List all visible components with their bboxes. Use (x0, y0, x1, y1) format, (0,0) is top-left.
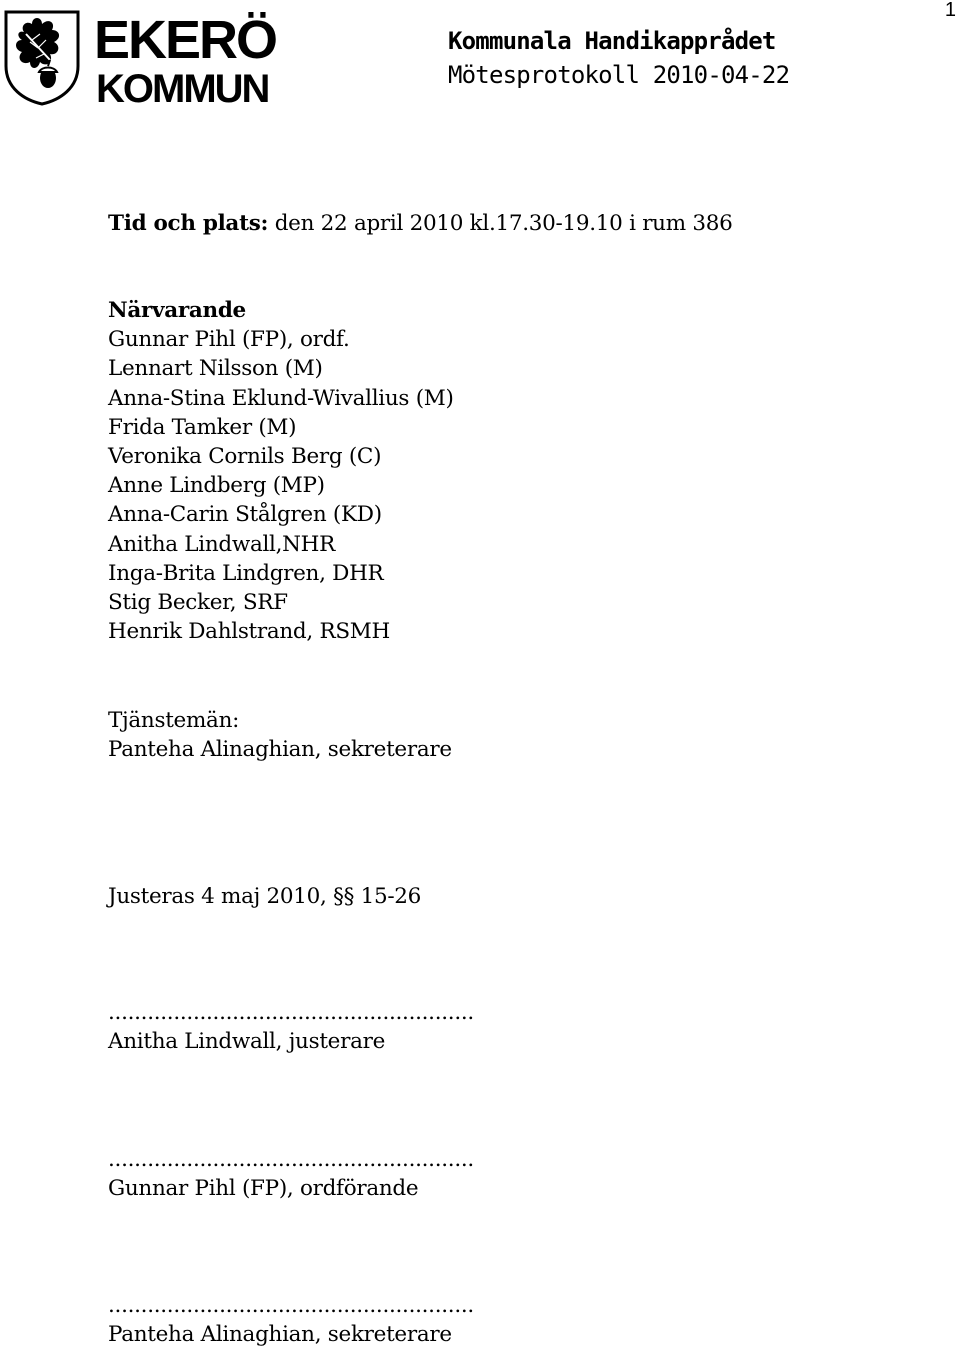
ekero-kommun-logo (2, 4, 282, 106)
signature-line: ........................................................ (108, 1147, 474, 1172)
attendee-item: Gunnar Pihl (FP), ordf. (108, 327, 350, 353)
attendee-item: Anne Lindberg (MP) (108, 473, 325, 499)
document-header (448, 24, 789, 92)
signature-block (108, 1145, 474, 1203)
attendee-item: Henrik Dahlstrand, RSMH (108, 619, 390, 645)
attendee-item: Stig Becker, SRF (108, 590, 288, 616)
adjusted-note: Justeras 4 maj 2010, §§ 15-26 (108, 884, 422, 909)
attendee-item: Frida Tamker (M) (108, 414, 297, 440)
officials-label: Tjänstemän: (108, 708, 240, 733)
signature-name: Anitha Lindwall, justerare (108, 1029, 386, 1055)
attendees-section (108, 296, 454, 646)
meeting-label: Tid och plats: (108, 211, 269, 236)
svg-text:EKERÖ: EKERÖ (94, 10, 277, 70)
signature-line: ........................................................ (108, 1293, 474, 1318)
signature-block (108, 998, 474, 1056)
meeting-info (108, 209, 732, 238)
attendee-item: Lennart Nilsson (M) (108, 356, 323, 382)
attendee-item: Anna-Stina Eklund-Wivallius (M) (108, 385, 454, 411)
attendee-item: Inga-Brita Lindgren, DHR (108, 560, 384, 586)
meeting-value: den 22 april 2010 kl.17.30-19.10 i rum 386 (274, 211, 733, 236)
attendee-item: Veronika Cornils Berg (C) (108, 444, 382, 470)
officials-name: Panteha Alinaghian, sekreterare (108, 737, 452, 763)
signature-block (108, 1291, 474, 1349)
organization-name: Kommunala Handikapprådet (448, 27, 776, 55)
officials-section (108, 706, 452, 764)
attendee-item: Anna-Carin Stålgren (KD) (108, 502, 382, 528)
page-number: 1 (944, 0, 956, 21)
signature-line: ........................................................ (108, 1000, 474, 1025)
attendee-item: Anitha Lindwall,NHR (108, 531, 336, 557)
signature-name: Panteha Alinaghian, sekreterare (108, 1322, 452, 1348)
signature-name: Gunnar Pihl (FP), ordförande (108, 1176, 419, 1202)
document-title: Mötesprotokoll 2010-04-22 (448, 61, 790, 89)
attendees-heading: Närvarande (108, 298, 246, 323)
svg-text:KOMMUN: KOMMUN (96, 67, 269, 106)
